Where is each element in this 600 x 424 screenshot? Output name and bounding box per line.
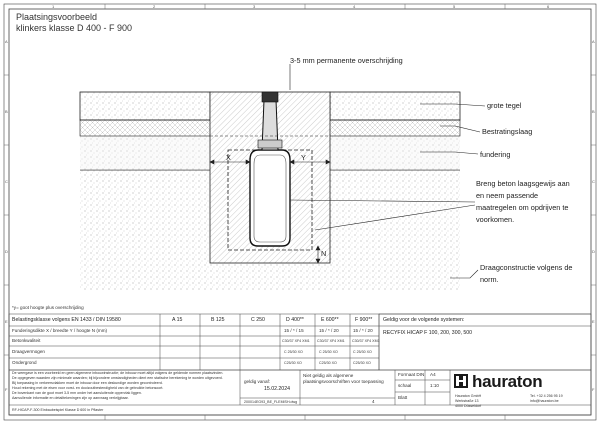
scale-label: schaal xyxy=(398,383,412,388)
table-cell-2-e: C30/37 XF4 XM1 xyxy=(317,339,345,343)
height-note: *y= goot hoogte plus overschrijding xyxy=(12,305,84,310)
table-cell-1-e: 15 / * / 20 xyxy=(319,328,339,333)
label-tile: grote tegel xyxy=(487,101,522,110)
grid-col-5: 5 xyxy=(453,3,456,9)
table-row-label-3: Draagvermogen xyxy=(12,349,45,354)
brand-name: hauraton xyxy=(472,372,543,391)
valid-from-label: geldig vanaf: xyxy=(244,379,271,384)
label-dim-x: X xyxy=(226,153,231,162)
footnote-1: De weergave is een voorbeeld en geen algemene inbouwinstructie; de inbouw moet altijd volgens de geldende normen plaatsvinden. xyxy=(12,371,224,375)
label-concrete-4: voorkomen. xyxy=(476,215,515,224)
label-support-2: norm. xyxy=(480,275,499,284)
label-dim-y: Y xyxy=(301,153,306,162)
company-line-1: Hauraton GmbH xyxy=(455,394,482,398)
table-cell-4-e: C25/30 XO xyxy=(319,361,337,365)
table-header-e600: E 600** xyxy=(321,317,339,323)
company-line-2: Werkstraße 13 xyxy=(455,399,479,403)
grid-row-a: A xyxy=(5,39,8,44)
drawing-description: RF-HICAP-F-300 Einbaubeispiel Klasse D 600 in Pflaster xyxy=(12,408,104,412)
format-label: Formaat DIN xyxy=(398,372,425,377)
footnote-6: Aanvullende informatie en detailtekeningen zijn op aanvraag verkrijgbaar. xyxy=(12,396,129,400)
drawing-number: 200014EG93_BE_FLEMISH.dwg xyxy=(244,400,298,404)
contact-line-1: Tel. +32 4 256 95 19 xyxy=(530,394,563,398)
valid-from-value: 15.02.2024 xyxy=(264,386,290,392)
sheet-number: 4 xyxy=(372,399,375,404)
label-foundation: fundering xyxy=(480,150,511,159)
grid-col-2: 2 xyxy=(153,3,156,9)
label-bedding: Bestratingslaag xyxy=(482,127,533,136)
footnote-3: Bij toepassing in verkeersvlakken moet de inbouw door een deskundige worden gecontroleerd. xyxy=(12,381,163,385)
grid-row-c: C xyxy=(5,179,8,184)
table-cell-4-d: C25/30 XO xyxy=(284,361,302,365)
footer-note-2: plaatsingsvoorschriften voor toepassing xyxy=(303,379,384,384)
grid-row-d-right: D xyxy=(592,249,595,254)
label-concrete-1: Breng beton laagsgewijs aan xyxy=(476,179,570,188)
label-dim-n: N xyxy=(321,249,327,258)
table-header-f900: F 900** xyxy=(355,317,373,323)
format-value: A4 xyxy=(430,372,436,377)
table-cell-2-f: C30/37 XF4 XM1 xyxy=(352,339,380,343)
unit-value: Blatt xyxy=(398,395,408,400)
table-header-c250: C 250 xyxy=(251,317,265,323)
validity-systems: RECYFIX HICAP F 100, 200, 300, 500 xyxy=(383,330,473,336)
channel-body xyxy=(250,150,290,246)
grid-row-e: E xyxy=(5,319,8,324)
grid-col-6: 6 xyxy=(547,3,550,9)
scale-value: 1:10 xyxy=(430,383,439,388)
footer-note-1: Niet geldig als algemene xyxy=(303,373,354,378)
table-cell-3-f: C 25/30 XO xyxy=(353,350,372,354)
grid-row-a-right: A xyxy=(592,39,595,44)
table-cell-3-e: C 25/30 XO xyxy=(319,350,338,354)
title-line-2: klinkers klasse D 400 - F 900 xyxy=(16,23,133,33)
table-header-a15: A 15 xyxy=(172,317,183,323)
footnote-5: De bovenkant van de goot moet 3-5 mm onder het aansluitende oppervlak liggen. xyxy=(12,391,142,395)
grid-col-1: 1 xyxy=(52,3,55,9)
table-cell-2-d: C30/37 XF4 XM1 xyxy=(282,339,310,343)
grid-row-b: B xyxy=(5,109,8,114)
table-cell-1-d: 15 / * / 15 xyxy=(284,328,304,333)
title-line-1: Plaatsingsvoorbeeld xyxy=(16,12,98,22)
validity-title: Geldig voor de volgende systemen: xyxy=(383,317,465,323)
label-overflow: 3-5 mm permanente overschrijding xyxy=(290,56,403,65)
table-cell-3-d: C 25/30 XO xyxy=(284,350,303,354)
grid-row-d: D xyxy=(5,249,8,254)
table-row-label-0: Belastingsklasse volgens EN 1433 / DIN 19580 xyxy=(12,317,121,323)
contact-line-2: info@hauraton.be xyxy=(530,399,559,403)
grid-row-f: F xyxy=(5,387,8,392)
table-cell-4-f: C25/30 XO xyxy=(353,361,371,365)
table-row-label-1: Funderingsdikte X / breedte Y / hoogte N (mm) xyxy=(12,328,108,333)
label-concrete-2: en neem passende xyxy=(476,191,539,200)
table-header-b125: B 125 xyxy=(211,317,225,323)
grid-row-b-right: B xyxy=(592,109,595,114)
table-row-label-2: Betonkwaliteit xyxy=(12,338,41,343)
brand-logo-mark xyxy=(454,374,468,388)
grid-row-f-right: F xyxy=(592,387,595,392)
label-support-1: Draagconstructie volgens de xyxy=(480,263,573,272)
company-line-3: 4000 Düsseldorf xyxy=(455,404,482,408)
table-header-d400: D 400** xyxy=(286,317,304,323)
label-concrete-3: maatregelen om opdrijven te xyxy=(476,203,569,212)
footnote-2: De opgegeven waarden zijn minimale waarden; bij bijzondere omstandigheden dient een statische berekening te worden uitgevoerd. xyxy=(12,376,223,380)
tile-left xyxy=(80,92,210,120)
grid-col-4: 4 xyxy=(353,3,356,9)
grid-col-3: 3 xyxy=(253,3,256,9)
grid-row-e-right: E xyxy=(592,319,595,324)
footnote-4: Houd rekening met de eisen voor vorst- en dooizoutbestendigheid van de gebruikte betonsoort. xyxy=(12,386,164,390)
table-row-label-4: Ondergrond xyxy=(12,360,37,365)
grid-row-c-right: C xyxy=(592,179,595,184)
tile-right xyxy=(330,92,460,120)
table-cell-1-f: 15 / * / 20 xyxy=(353,328,373,333)
